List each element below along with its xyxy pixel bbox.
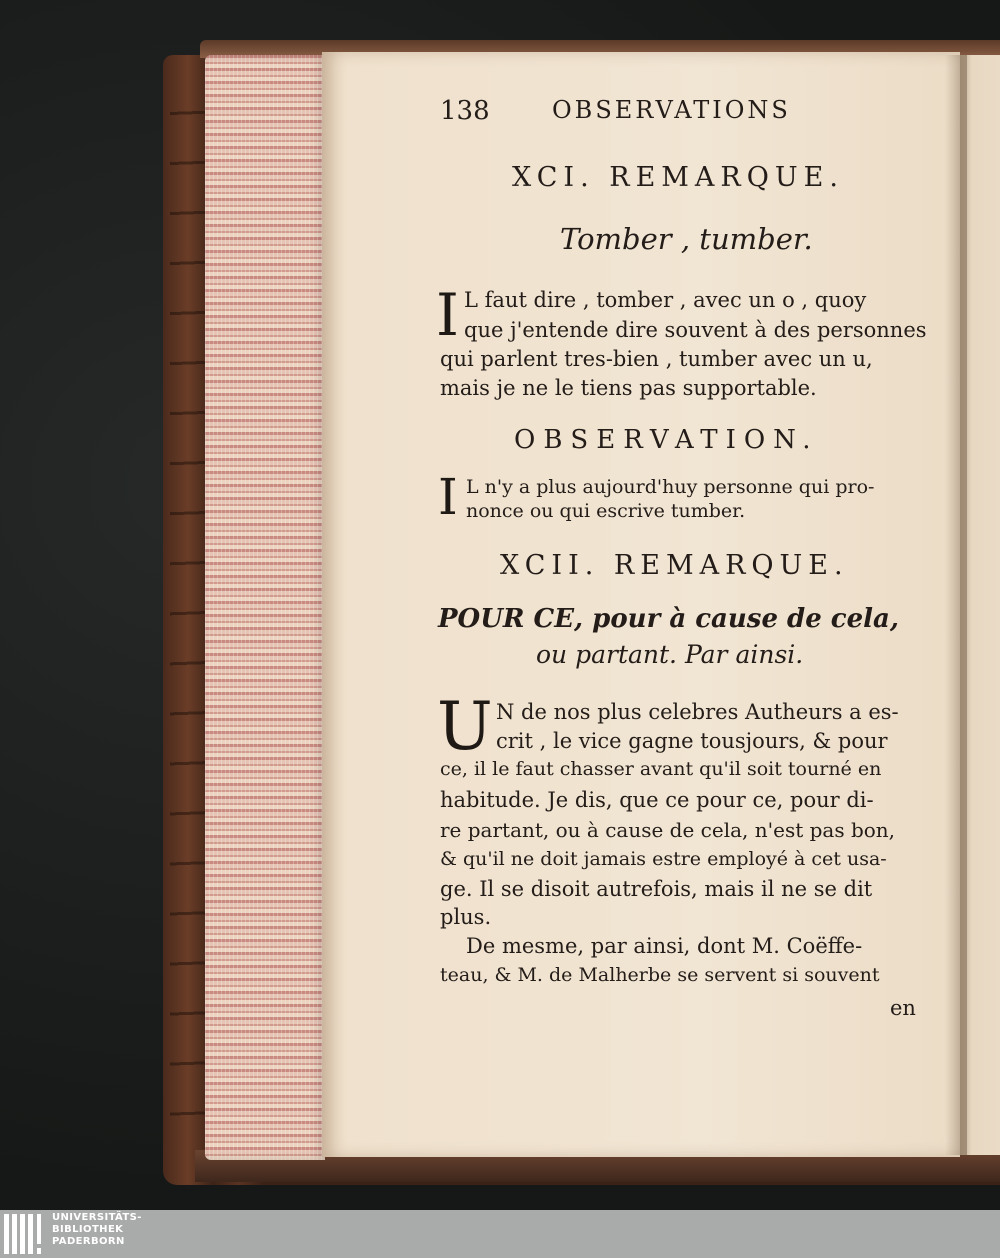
text-line: De mesme, par ainsi, dont M. Coëffe- <box>466 934 863 958</box>
text-line: mais je ne le tiens pas supportable. <box>440 376 817 400</box>
text-line: plus. <box>440 905 492 929</box>
remark-92-heading: XCII. REMARQUE. <box>500 550 849 581</box>
footer-bar <box>0 1210 1000 1258</box>
logo-text-line2: BIBLIOTHEK <box>52 1224 124 1235</box>
remark-91-dropcap: I <box>436 281 459 349</box>
text-line: L faut dire , tomber , avec un o , quoy <box>464 288 867 312</box>
remark-91-heading: XCI. REMARQUE. <box>512 162 844 193</box>
observation-heading: OBSERVATION. <box>514 425 819 455</box>
speckled-page-edges <box>205 55 325 1160</box>
page-number: 138 <box>440 96 490 126</box>
text-line: nonce ou qui escrive tumber. <box>466 500 746 522</box>
text-line: re partant, ou à cause de cela, n'est pas bon, <box>440 818 896 842</box>
gutter-shadow <box>945 55 967 1155</box>
text-line: crit , le vice gagne tousjours, & pour <box>496 729 888 753</box>
observation-dropcap: I <box>438 468 458 526</box>
remark-92-dropcap: U <box>437 688 493 765</box>
cover-spine-texture <box>170 90 208 1140</box>
text-line: N de nos plus celebres Autheurs a es- <box>496 700 899 724</box>
text-line: qui parlent tres-bien , tumber avec un u, <box>440 347 873 371</box>
text-line: & qu'il ne doit jamais estre employé à cet usa- <box>440 848 887 870</box>
text-line: ce, il le faut chasser avant qu'il soit tourné en <box>440 758 882 780</box>
logo-text-line3: PADERBORN <box>52 1236 125 1247</box>
library-logo-icon <box>4 1214 46 1254</box>
text-line: habitude. Je dis, que ce pour ce, pour di- <box>440 788 874 812</box>
remark-92-subtitle-line1: POUR CE, pour à cause de cela, <box>438 604 899 634</box>
logo-text-line1: UNIVERSITÄTS- <box>52 1212 142 1223</box>
running-head: OBSERVATIONS <box>552 96 791 124</box>
text-line: ge. Il se disoit autrefois, mais il ne se dit <box>440 877 873 901</box>
remark-92-subtitle-line2: ou partant. Par ainsi. <box>536 640 804 669</box>
catchword: en <box>890 996 916 1020</box>
text-line: teau, & M. de Malherbe se servent si souvent <box>440 964 880 986</box>
remark-91-subtitle: Tomber , tumber. <box>560 222 813 256</box>
text-line: que j'entende dire souvent à des personnes <box>464 318 927 342</box>
text-line: L n'y a plus aujourd'huy personne qui pro- <box>466 476 875 498</box>
